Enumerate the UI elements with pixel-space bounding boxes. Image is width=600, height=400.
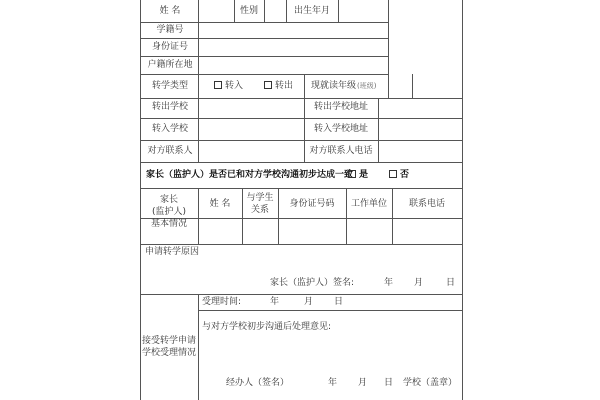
birth-label: 出生年月 xyxy=(293,6,331,16)
name-label: 姓 名 xyxy=(159,6,181,16)
accept-section-line2: 学校受理情况 xyxy=(141,348,197,358)
school-seal-label: 学校（盖章） xyxy=(403,378,458,388)
to-school-label: 转入学校 xyxy=(151,124,189,134)
checkbox-in[interactable] xyxy=(214,81,222,89)
accept-time-label: 受理时间: xyxy=(202,297,242,307)
to-school-address-label: 转入学校地址 xyxy=(313,124,369,134)
col-name-header: 姓 名 xyxy=(209,199,231,209)
col-relation-header-line1: 与学生 xyxy=(246,193,274,203)
household-label: 户籍所在地 xyxy=(147,60,193,70)
checkbox-no[interactable] xyxy=(389,170,397,178)
col-phone-header: 联系电话 xyxy=(408,199,446,209)
guardian-sign-month: 月 xyxy=(414,278,424,288)
guardian-info-line1: 家长 xyxy=(159,195,179,205)
handler-day: 日 xyxy=(384,378,394,388)
handler-month: 月 xyxy=(358,378,368,388)
contact-label: 对方联系人 xyxy=(147,146,193,156)
accept-year: 年 xyxy=(270,297,280,307)
checkbox-out[interactable] xyxy=(264,81,272,89)
col-relation-header-line2: 关系 xyxy=(250,205,270,215)
guardian-sign-year: 年 xyxy=(384,278,394,288)
accept-day: 日 xyxy=(334,297,344,307)
contact-phone-label: 对方联系人电话 xyxy=(309,146,373,156)
checkbox-yes[interactable] xyxy=(348,170,356,178)
reason-label: 申请转学原因 xyxy=(145,247,200,257)
guardian-signature-label: 家长（监护人）签名: xyxy=(270,278,355,288)
guardian-info-line3: 基本情况 xyxy=(150,219,188,229)
handling-opinion-label: 与对方学校初步沟通后处理意见: xyxy=(202,322,332,332)
accept-section-line1: 接受转学申请 xyxy=(141,336,197,346)
id-card-label: 身份证号 xyxy=(151,42,189,52)
student-id-label: 学籍号 xyxy=(156,25,184,35)
agree-yes-option[interactable]: 是 xyxy=(348,170,368,181)
accept-month: 月 xyxy=(304,297,314,307)
transfer-in-option[interactable]: 转入 xyxy=(214,81,243,92)
from-school-label: 转出学校 xyxy=(151,102,189,112)
col-work-header: 工作单位 xyxy=(350,199,388,209)
transfer-type-label: 转学类型 xyxy=(151,81,189,91)
transfer-out-option[interactable]: 转出 xyxy=(264,81,293,92)
guardian-sign-day: 日 xyxy=(446,278,456,288)
gender-label: 性别 xyxy=(239,6,259,16)
handler-signature-label: 经办人（签名） xyxy=(226,378,290,388)
handler-year: 年 xyxy=(328,378,338,388)
from-school-address-label: 转出学校地址 xyxy=(313,102,369,112)
col-id-header: 身份证号码 xyxy=(289,199,335,209)
guardian-info-line2: (监护人) xyxy=(151,207,187,217)
agree-no-option[interactable]: 否 xyxy=(389,170,409,181)
agreement-question: 家长（监护人）是否已和对方学校沟通初步达成一致 xyxy=(146,170,354,180)
grade-note: (班级) xyxy=(357,82,377,90)
grade-label: 现就读年级(班级) xyxy=(311,81,377,91)
